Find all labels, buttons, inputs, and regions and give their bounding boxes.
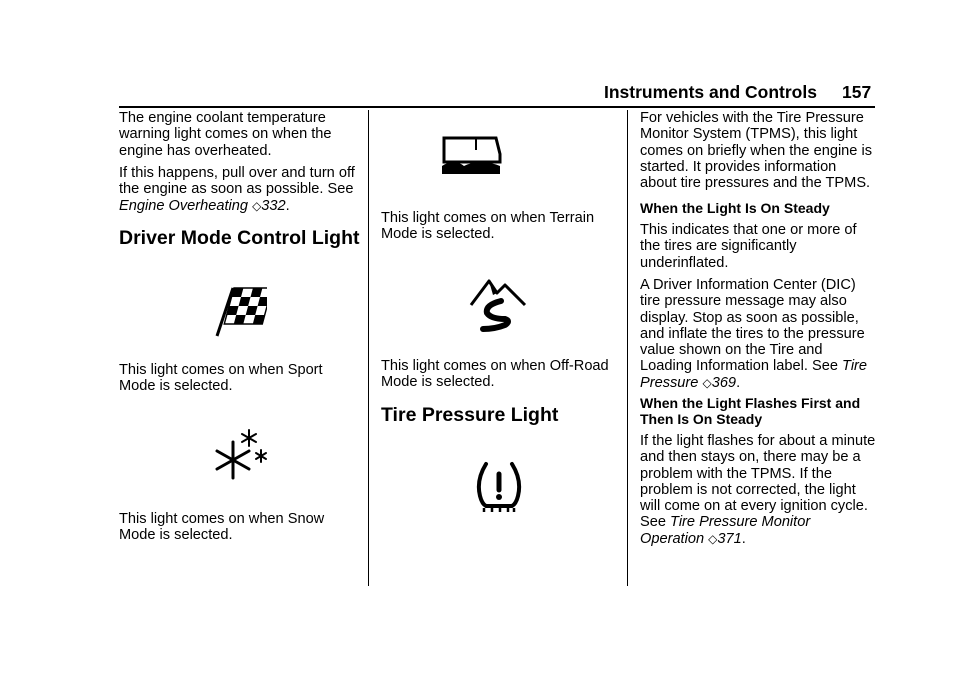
off-road-mode-text: This light comes on when Off-Road Mode is selected.: [381, 358, 609, 391]
page-ref-arrow-icon: ◇: [252, 198, 262, 213]
column-divider-2: [627, 110, 628, 586]
column-2: [381, 110, 617, 580]
tire-pressure-heading: Tire Pressure Light: [381, 404, 559, 426]
snow-mode-text: This light comes on when Snow Mode is selected.: [119, 511, 325, 544]
page-ref-arrow-icon: ◇: [702, 375, 712, 390]
dic-message-text: A Driver Information Center (DIC) tire pressure message may also display. Stop as soon as possible, and inflate the tires to the pressure value shown on the Tire and Loading Information label. See: [640, 277, 865, 375]
engine-overheating-link[interactable]: Engine Overheating: [119, 197, 248, 214]
column-3: [640, 110, 876, 580]
sport-mode-text: This light comes on when Sport Mode is selected.: [119, 362, 323, 395]
column-divider-1: [368, 110, 369, 586]
tpms-operation-link[interactable]: Tire Pressure Monitor Operation: [640, 514, 811, 547]
terrain-mode-text: This light comes on when Terrain Mode is selected.: [381, 210, 595, 243]
checkered-flag-icon: [211, 284, 267, 338]
tpms-problem-text: If the light flashes for about a minute and then stays on, there may be a problem with the TPMS. If the problem is not corrected, the light will come on at every ignition cycle. See: [640, 433, 876, 531]
tire-pressure-link[interactable]: Tire Pressure: [640, 358, 868, 391]
section-title: Instruments and Controls: [604, 82, 817, 102]
header-rule: [119, 106, 875, 108]
overheat-paragraph: If this happens, pull over and turn off the engine as soon as possible. See Engine Overheating ◇332.: [119, 165, 355, 214]
page-ref-arrow-icon: ◇: [708, 531, 718, 546]
off-road-mountain-icon: [467, 277, 527, 335]
tire-pressure-page[interactable]: 369: [711, 374, 737, 391]
tire-pressure-warning-icon: [474, 460, 524, 514]
coolant-paragraph: The engine coolant temperature warning light comes on when the engine has overheated.: [119, 110, 332, 159]
flashing-light-heading: When the Light Flashes First and Then Is On Steady: [640, 395, 861, 428]
dic-message-paragraph: A Driver Information Center (DIC) tire pressure message may also display. Stop as soon as possible, and inflate the tires to the pressure value shown on the Tire and Loading Information label. See Tire Pressure ◇369.: [640, 277, 868, 391]
driver-mode-heading: Driver Mode Control Light: [119, 227, 360, 249]
tpms-intro-paragraph: For vehicles with the Tire Pressure Monitor System (TPMS), this light comes on briefly when the engine is started. It provides information about tire pressures and the TPMS.: [640, 110, 873, 192]
snowflake-icon: [211, 428, 271, 486]
steady-light-heading: When the Light Is On Steady: [640, 200, 830, 216]
engine-overheating-page[interactable]: 332: [261, 197, 286, 214]
tpms-operation-page[interactable]: 371: [717, 530, 742, 547]
underinflated-paragraph: This indicates that one or more of the tires are significantly underinflated.: [640, 222, 857, 271]
page-number: 157: [842, 82, 872, 102]
tpms-problem-paragraph: If the light flashes for about a minute and then stays on, there may be a problem with the TPMS. If the problem is not corrected, the light will come on at every ignition cycle. See Tire Pressure Monitor Operation ◇371.: [640, 433, 876, 547]
column-1: [119, 110, 359, 580]
terrain-vehicle-icon: [440, 136, 502, 176]
overheat-text: If this happens, pull over and turn off the engine as soon as possible. See: [119, 165, 355, 198]
